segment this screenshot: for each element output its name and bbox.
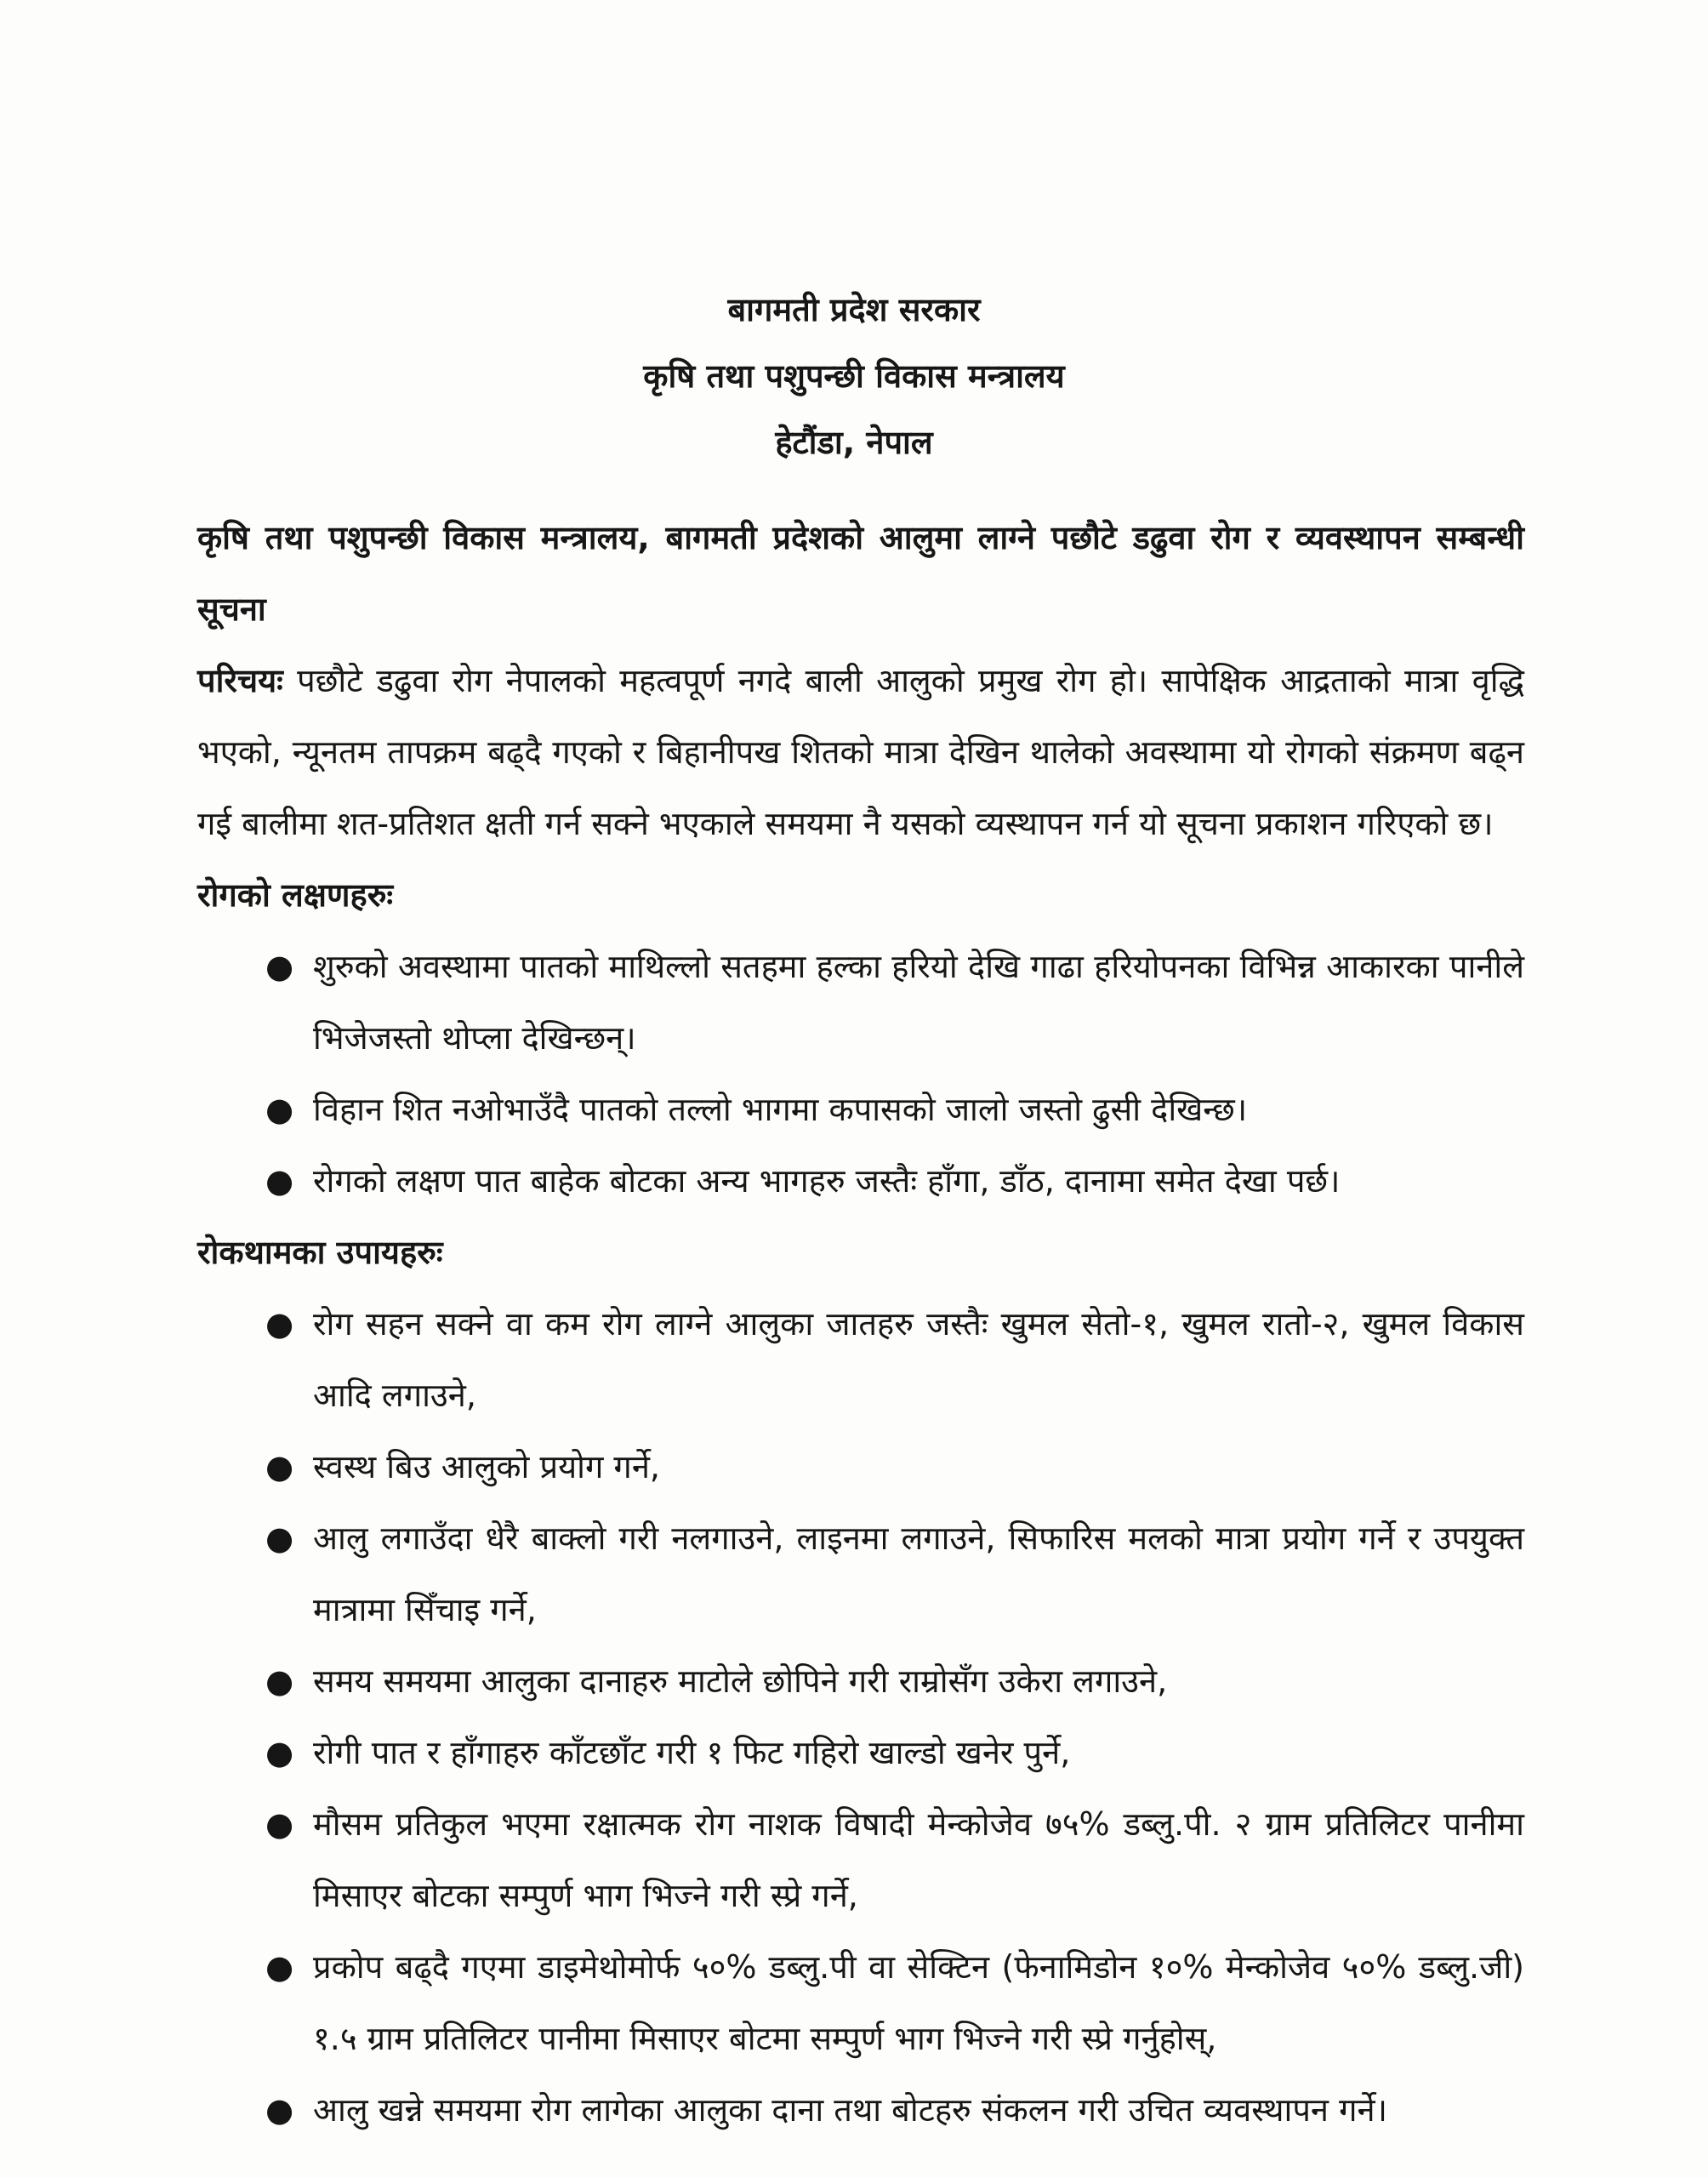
bullet-icon: ● [265, 1162, 294, 1200]
ministry-name: कृषि तथा पशुपन्छी विकास मन्त्रालय [643, 357, 1065, 395]
notice-body [197, 502, 1524, 2146]
introduction-paragraph [197, 645, 1524, 859]
list-item [265, 1502, 1524, 1645]
symptoms-heading: रोगको लक्षणहरुः [197, 876, 394, 914]
bullet-icon: ● [265, 1305, 294, 1343]
list-item [265, 2074, 1524, 2146]
list-item-text: शुरुको अवस्थामा पातको माथिल्लो सतहमा हल्का हरियो देखि गाढा हरियोपनका विभिन्न आकारका पानीले भिजेजस्तो थोप्ला देखिन्छन्। [313, 948, 1524, 1057]
list-item [265, 1717, 1524, 1788]
list-item-text: रोगी पात र हाँगाहरु काँटछाँट गरी १ फिट गहिरो खाल्डो खनेर पुर्ने, [313, 1734, 1071, 1771]
bullet-icon: ● [265, 2091, 294, 2129]
list-item-text: विहान शित नओभाउँदै पातको तल्लो भागमा कपासको जालो जस्तो ढुसी देखिन्छ। [313, 1091, 1248, 1128]
notice-subject: कृषि तथा पशुपन्छी विकास मन्त्रालय, बागमती प्रदेशको आलुमा लाग्ने पछौटे डढुवा रोग र व्यवस्थापन सम्बन्धी सूचना [197, 519, 1524, 628]
symptoms-list [197, 931, 1524, 1217]
list-item [265, 1145, 1524, 1217]
introduction-text: पछौटे डढुवा रोग नेपालको महत्वपूर्ण नगदे बाली आलुको प्रमुख रोग हो। सापेक्षिक आद्रताको मात्रा वृद्धि भएको, न्यूनतम तापक्रम बढ्दै गएको र बिहानीपख शितको मात्रा देखिन थालेको अवस्थामा यो रोगको संक्रमण बढ्न गई बालीमा शत-प्रतिशत क्षती गर्न सक्ने भएकाले समयमा नै यसको व्यस्थापन गर्न यो सूचना प्रकाशन गरिएको छ। [197, 662, 1524, 842]
office-location: हेटौंडा, नेपाल [775, 424, 933, 461]
bullet-icon: ● [265, 1734, 294, 1771]
list-item [265, 931, 1524, 1074]
list-item [265, 1074, 1524, 1145]
prevention-list [197, 1288, 1524, 2146]
bullet-icon: ● [265, 1448, 294, 1485]
letterhead [0, 277, 1708, 476]
bullet-icon: ● [265, 948, 294, 985]
bullet-icon: ● [265, 1948, 294, 1986]
list-item [265, 1788, 1524, 1931]
bullet-icon: ● [265, 1662, 294, 1700]
list-item [265, 1288, 1524, 1431]
list-item-text: रोग सहन सक्ने वा कम रोग लाग्ने आलुका जातहरु जस्तैः खुमल सेतो-१, खुमल रातो-२, खुमल विकास आदि लगाउने, [313, 1305, 1524, 1414]
introduction-label: परिचयः [197, 662, 283, 699]
prevention-heading: रोकथामका उपायहरुः [197, 1234, 443, 1271]
list-item [265, 1931, 1524, 2074]
bullet-icon: ● [265, 1519, 294, 1557]
bullet-icon: ● [265, 1805, 294, 1843]
list-item-text: समय समयमा आलुका दानाहरु माटोले छोपिने गरी राम्रोसँग उकेरा लगाउने, [313, 1662, 1168, 1700]
list-item-text: स्वस्थ बिउ आलुको प्रयोग गर्ने, [313, 1448, 660, 1485]
list-item-text: आलु खन्ने समयमा रोग लागेका आलुका दाना तथा बोटहरु संकलन गरी उचित व्यवस्थापन गर्ने। [313, 2091, 1387, 2129]
list-item-text: रोगको लक्षण पात बाहेक बोटका अन्य भागहरु जस्तैः हाँगा, डाँठ, दानामा समेत देखा पर्छ। [313, 1162, 1341, 1200]
bullet-icon: ● [265, 1091, 294, 1128]
government-name: बागमती प्रदेश सरकार [727, 291, 981, 328]
list-item-text: आलु लगाउँदा धेरै बाक्लो गरी नलगाउने, लाइनमा लगाउने, सिफारिस मलको मात्रा प्रयोग गर्ने र उपयुक्त मात्रामा सिँचाइ गर्ने, [313, 1519, 1524, 1628]
list-item [265, 1431, 1524, 1502]
list-item-text: मौसम प्रतिकुल भएमा रक्षात्मक रोग नाशक विषादी मेन्कोजेव ७५% डब्लु.पी. २ ग्राम प्रतिलिटर पानीमा मिसाएर बोटका सम्पुर्ण भाग भिज्ने गरी स्प्रे गर्ने, [313, 1805, 1524, 1914]
list-item-text: प्रकोप बढ्दै गएमा डाइमेथोमोर्फ ५०% डब्लु.पी वा सेक्टिन (फेनामिडोन १०% मेन्कोजेव ५०% डब्लु.जी) १.५ ग्राम प्रतिलिटर पानीमा मिसाएर बोटमा सम्पुर्ण भाग भिज्ने गरी स्प्रे गर्नुहोस्, [313, 1948, 1524, 2057]
list-item [265, 1645, 1524, 1717]
